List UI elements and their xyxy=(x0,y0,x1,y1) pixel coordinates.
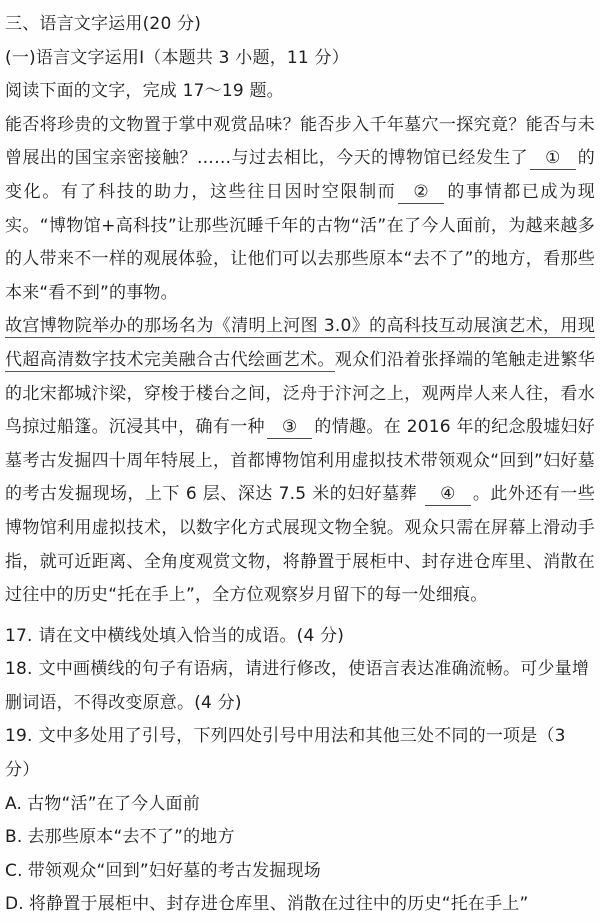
option-text: 将静置于展柜中、封存进仓库里、消散在过往中的历史“托在手上” xyxy=(28,894,529,915)
question-item xyxy=(5,653,595,720)
passage-text: 能否将珍贵的文物置于掌中观赏品味？能否步入千年墓穴一探究竟？能否与未曾展出的国宝亲密接触？……与过去相比，今天的博物馆已经发生了 xyxy=(5,114,595,169)
option-label: B. xyxy=(5,827,23,848)
passage-text: 的情趣。在 2016 年的纪念殷墟妇好墓考古发掘四十周年特展上，首都博物馆利用虚拟技术带领观众“回到”妇好墓的考古发掘现场，上下 6 层、深达 7.5 米的妇好墓葬 xyxy=(5,417,596,505)
option-text: 带领观众“回到”妇好墓的考古发掘现场 xyxy=(27,860,321,881)
underlined-sentence: 故宫博物院举办的那场名为《清明上河图 3.0》的高科技互动展演艺术，用现代超高清数字技术完美融合古代绘画艺术。 xyxy=(5,316,595,370)
option-text: 古物“活”在了今人面前 xyxy=(27,793,200,814)
fill-in-blank: ① xyxy=(530,149,575,170)
passage-text: 观众们沿着张择端的笔触走进繁华的北宋都城汴梁，穿梭于楼台之间，泛舟于汴河之上，观两岸人来人往，看水鸟掠过船篷。沉浸其中，确有一种 xyxy=(5,349,595,438)
question-text: 文中画横线的句子有语病，请进行修改，使语言表达准确流畅。可少量增删词语，不得改变原意。(4 分) xyxy=(5,659,590,713)
passage-text: 。此外还有一些博物馆利用虚拟技术，以数字化方式展现文物全貌。观众只需在屏幕上滑动手指，就可近距离、全角度观赏文物，将静置于展柜中、封存进仓库里、消散在过往中的历史“托在手上”，全方位观察岁月留下的每一处细痕。 xyxy=(5,484,596,606)
answer-option xyxy=(5,821,595,855)
passage-paragraph xyxy=(5,109,595,311)
question-number: 18. xyxy=(5,659,33,680)
fill-in-blank: ③ xyxy=(267,418,312,439)
fill-in-blank: ④ xyxy=(425,485,470,506)
question-stem xyxy=(5,720,595,787)
passage xyxy=(5,109,595,613)
answer-option xyxy=(5,855,595,889)
answer-option xyxy=(5,788,595,822)
subsection-title: (一)语言文字运用Ⅰ（本题共 3 小题，11 分） xyxy=(5,47,349,68)
question-text: 请在文中横线处填入恰当的成语。(4 分) xyxy=(38,625,345,646)
section-title: 三、语言文字运用(20 分) xyxy=(5,14,202,34)
option-label: D. xyxy=(5,894,24,915)
question-number: 17. xyxy=(5,625,33,646)
passage-text: 的事情都已成为现实。“博物馆+高科技”让那些沉睡千年的古物“活”在了今人面前，为越来越多的人带来不一样的观展体验，让他们可以去那些原本“去不了”的地方，看那些本来“看不到”的事物。 xyxy=(5,181,595,303)
passage-paragraph xyxy=(5,310,595,612)
option-text: 去那些原本“去不了”的地方 xyxy=(27,827,235,848)
reading-instruction: 阅读下面的文字，完成 17～19 题。 xyxy=(5,81,284,102)
answer-option xyxy=(5,888,595,922)
option-label: A. xyxy=(5,793,23,814)
passage-text: 的变化。有了科技的助力，这些往日因时空限制而 xyxy=(5,148,596,202)
question-item xyxy=(5,720,595,922)
question-text: 文中多处用了引号，下列四处引号中用法和其他三处不同的一项是（3 分） xyxy=(5,726,566,781)
option-label: C. xyxy=(5,860,23,881)
question-number: 19. xyxy=(5,726,33,747)
page-header xyxy=(5,8,595,109)
question-stem xyxy=(5,620,595,654)
question-stem xyxy=(5,653,595,720)
questions xyxy=(5,620,595,922)
fill-in-blank: ② xyxy=(398,183,443,204)
question-item xyxy=(5,620,595,654)
